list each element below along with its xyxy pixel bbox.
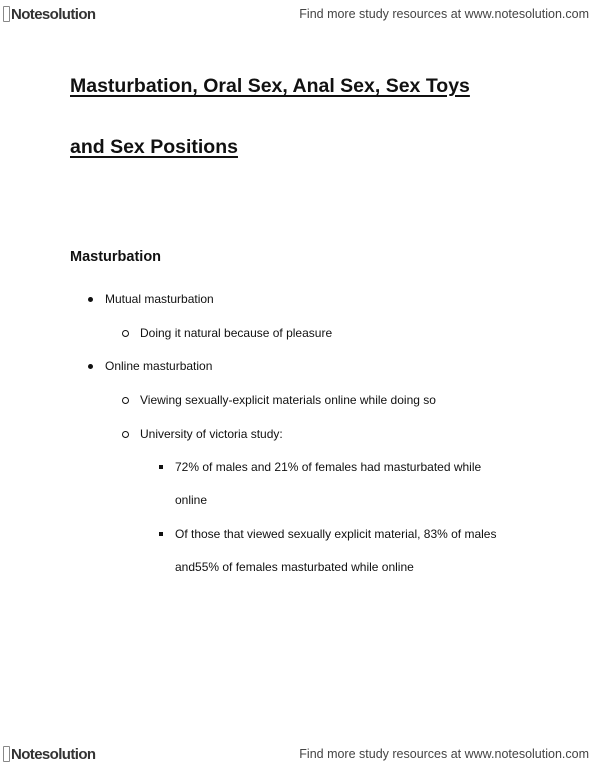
document-title-line-1: Masturbation, Oral Sex, Anal Sex, Sex Toys (70, 75, 470, 97)
square-bullet-icon (159, 532, 163, 536)
list-item: University of victoria study: (140, 427, 283, 441)
footer-bar (0, 742, 595, 764)
list-item-continuation: online (175, 493, 208, 507)
list-item: Online masturbation (105, 359, 213, 373)
square-bullet-icon (159, 465, 163, 469)
notesolution-logo[interactable] (3, 4, 95, 24)
logo-mark-icon (3, 6, 10, 22)
header-bar (0, 2, 595, 24)
list-item: Of those that viewed sexually explicit material, 83% of males (175, 527, 497, 541)
circle-bullet-icon (122, 397, 129, 404)
logo-text: Notesolution (11, 5, 96, 23)
bullet-icon (88, 364, 93, 369)
section-heading: Masturbation (70, 249, 162, 265)
footer-tagline[interactable]: Find more study resources at www.notesolution.com (299, 747, 589, 761)
circle-bullet-icon (122, 330, 129, 337)
notesolution-logo[interactable] (3, 744, 95, 764)
list-item-continuation: and55% of females masturbated while online (175, 560, 414, 574)
list-item: 72% of males and 21% of females had masturbated while (175, 460, 482, 474)
logo-text: Notesolution (11, 745, 96, 763)
list-item: Mutual masturbation (105, 292, 214, 306)
header-tagline[interactable]: Find more study resources at www.notesolution.com (299, 7, 589, 21)
logo-mark-icon (3, 746, 10, 762)
document-title-line-2: and Sex Positions (70, 136, 238, 158)
list-item: Doing it natural because of pleasure (140, 326, 333, 340)
bullet-icon (88, 297, 93, 302)
circle-bullet-icon (122, 431, 129, 438)
list-item: Viewing sexually-explicit materials online while doing so (140, 393, 436, 407)
